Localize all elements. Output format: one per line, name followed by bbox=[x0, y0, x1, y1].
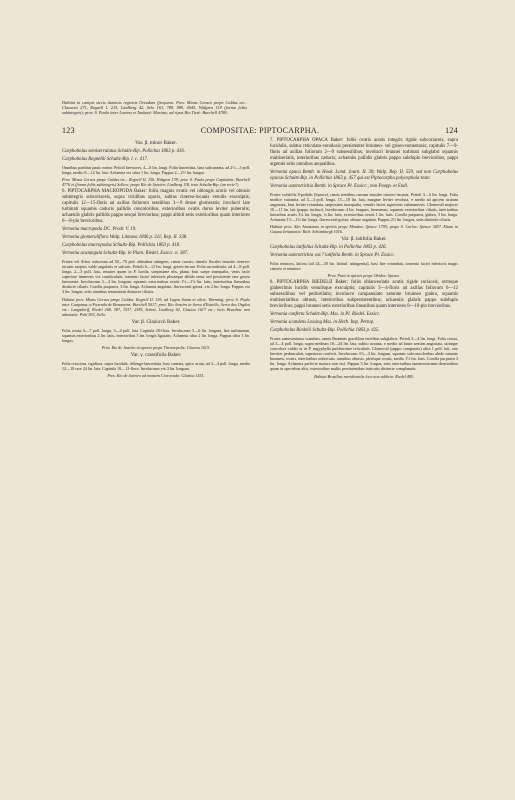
description: Frutex volubilis 8-pedalis (Spruce), ramis teretibus cursum tenuiter cinereo-incanis. Petioli 3—6 lin. longi. Folia modice variantia, ad 3—4 poll. longa, 15—18 lin. lata, margine leviter revoluta, e medio ad apicem acutum angustata, basi leviter rotundata, saepissime inaequalia, venulis faciei superioris subimmersis. Glomeruli majores 10—11 lin. lati (pappo incluso). Involucrum 4 lin. longum, brunneum, squamis exterioribus ciliatis, interioribus linearibus acutis 3¼ lin. longis, ¼ lin. latis, exterioribus ovatis 1 lin. latis. Corolla purpurea, glabra, 3 lin. longa. Achaenia 1½—1¾ lin. longa, flavescenti-grisea, obtuse angulata. Pappus 2½ lin. longus, setis distincte ciliatis. bbox=[270, 191, 458, 222]
description: Frutex ramosissimus scandens, ramis Brunneis gracilibus teretibus subglabris. Petioli 3—4 lin. longi. Folia crassa, ad 3—4 poll. longa, supra medium 10—24 lin. lata, subito acutata, e medio ad basin sensim angustata, utrinque concolora viridis ut in P. angyphylla pulcherrime reticulatis. Glomeruli (pappo computato) ultra 1 poll. lati, rare breviter pedunculati, superiores conferti. Involucrum 3½—3 lin. longum, squamis subconcoloribus abide saturate brunneis, ovatis, interioribus imbricatis, omnibus obtusis, plerisque ovatis, medio 1½ lin. latis. Corolla purpurea 3 lin. longa. Achaenia perfecte matura non visi. Pappus 3 lin. longus, setis interioribus numerosissimis densioribus quam in speciebus aliis, exterioribus multis persistentibus intricatis distincte complanatis. bbox=[270, 336, 458, 372]
synonym: Vernonia asterotrichia Benth. in Spruce Pl. Exsicc., non Poepp. et Endl. bbox=[270, 183, 409, 189]
page-number-right: 124 bbox=[445, 126, 458, 135]
habitat: Prov. Minas Geraes prope Caldas etc.: Regnell II. 150, Widgren 178; prov. S. Paulo prope Capitalem: Burchell 4776 et (forma foliis subintegris) Sellow; prope Rio de Janeiro: Lindberg 118, teste Schultz-Bip. (an recte?). bbox=[62, 177, 250, 188]
synonym: Carphobolus macropodus Schultz-Bip. Pollichia 1863 p. 418. bbox=[62, 243, 181, 249]
habitat: Habitat Brasiliae meridionalis loco non addicto: Riedel 485. bbox=[314, 373, 414, 379]
habitat: Habitat prov. Alto Amazonas in apricis prope Manáos: Spruce 1795; prope S. Carlos: Spruce 3457. Etiam in Guiana britannica: Rich. Schomburgk 1016. bbox=[270, 224, 458, 234]
species-diagnosis: 7. PIPTOCARPHA OPACA Baker: foliis ovatis acutis integris rigide subcoriaceis, supra lucidulis, subtus reticulato-venulosis persistenter brunneo- vel griseo-tomentosis; capitulis 7—9-floris ad axillas foliorum 2—9 subsessilibus; involucri brunnei turbinati subglabri squamis multiseriatis, interioribus caducis; achaeniis pallidis glabris pappo subduplo brevioribus; pappi argentei setis omnibus aequalibus. bbox=[270, 138, 458, 167]
left-column bbox=[62, 138, 250, 380]
species-diagnosis: 6. PIPTOCARPHA MACROPODA Baker: foliis magnis ovatis vel oblongis acutis vel obtusis subintegris subcoriaceis, supra viridibus opacis, subtus cinereo-incanis venulis exsculptis; capitulis 12—15-floris ad axillas foliorum sessilibus 3—9 densе glomeratis; involucri late turbinati squamis caducis pallidis concoloribus, exterioribus ovatis dorso leviter puberulis; achaeniis glabris pallidis pappo sesqui breviorbus; pappi albidi setis exterioribus quam interiores 6—8-plo brevioribus. bbox=[62, 189, 250, 224]
variety-heading: Var. β. minor Baker. bbox=[135, 140, 177, 146]
page-number-left: 123 bbox=[62, 126, 75, 135]
top-habitat-note: Habitat in campis siccis damosis regionis Orzudum (frequens. Prov. Minas Geraes prope Caldas etc.: Claussen 271, Regnell I. 215, Lindberg 42, Selo 163, 789, 989, 4045, Widgren 119 (forma foliis subintegris); prov. S. Paulo inter Lorena et Taubaté: Martius; ad ripas Rio Tieté: Burchell 4780. bbox=[62, 100, 247, 116]
habitat: Prov. Pará in apricis prope Obidos: Spruce. bbox=[327, 273, 401, 279]
synonym: Carphobolus Riedelii Schultz-Bip. Pollichia 1863 p. 425. bbox=[270, 328, 380, 334]
habitat: Prov. Rio de Janeiro in apricis prope Therezopolis: Glaziou 1615. bbox=[101, 344, 211, 350]
synonym: Vernonia acutangula Schultz-Bip. in Plant. Riedel. Exsicc. n. 387. bbox=[62, 251, 189, 257]
synonym: Vernonia opaca Benth. in Hook. Lond. Journ. II. 39; Walp. Rep. II. 559, sed non Carphobolus opacus Schultz-Bip. in Pollichia 1863 p. 457 qui est Piptocarpha polycephala teste. bbox=[270, 169, 458, 181]
species-diagnosis: 8. PIPTOCARPHA RIEDELII Baker: foliis oblanceolatis acutis rigide coriaceis, utrinque glaberrimis lucidis venulisque exsculptis; capitulis 3—4-floris ad axillas foliorum 6—12 subsessilibus vel pedicellatis; involucro campanulato saturate brunneo glabro, squamis multiseriatibus obtusis, interioribus subpersistentibus; achaeniis glabris pappo subduplo brevioribus; pappi brunnei setis exterioribus linearibus quam interiores 8—10-plo brevioribus. bbox=[270, 280, 458, 310]
description: Folia tenuiora, latiora (ad 24—30 lin. latitud. attingentia), basi late rotundata, tomento faciei inferioris magis cinereo et tenuiore. bbox=[270, 261, 458, 272]
variety-heading: Var. γ. crassifolia Baker. bbox=[130, 351, 182, 358]
description: Frutex vel Arbor subcorata ad 50—70 ped. altitudine attingens, ramis crassis, rimulis florales tenuiter cinereo-incanis saepius valde angulatis et sulcatis. Petioli 6—12 lin. longi, griseo-incani. Folia ascendentia, ad 4—8 poll. longa, 2—3 poll. lata, tenuiter quam in P. lucida, saepissime obs, plana, basi saepe inaequalia, venis facie superiore immersis vix canaliculatis, tomento faciei inferioris pleraeque albido tenui sed persistente rare griseo lutescente. Involucrum 3—4 lin. longum, squamis exterioribus ovatis 1½—1½ lin. latis, interioribus linearibus distincte ciliatis. Corolla purpurea, 3 lin. longa. Achaenia angulata, flavescenti-grisea, vix 2 lin. longa. Pappus vix 3 lin. longus, setis omnibus tenuissimis distincte ciliatis. bbox=[62, 259, 250, 295]
synonym: Carphobolus latifolius Schultz-Bip. in Pollichia 1863 p. 426. bbox=[270, 244, 387, 250]
description: Folia ovata, 6—7 poll. longa, 3—4 poll. lata. Capitula 20-flora. Involucrum 5—6 lin. longum, late turbinatum, squamis exterioribus 2 lin. latis, interioribus 5 lin. longis liguiatis. Achaenia ultra 2 lin. longa. Pappus ultra 3 lin. longus. bbox=[62, 327, 250, 343]
synonym: Vernonia glomeruliflora Walp. Linnaea 1840 p. 311, Rep. II. 338. bbox=[62, 235, 188, 241]
description: Omnibus partibus paulo minor. Petioli breviores, 4—6 lin. longi. Folia lanceolata, basi subcuneata, ad 2½—3 poll. longa, medio 8—12 lin. lata. Achaenia vix ultra 1 lin. longa. Pappus 2—2½ lin. longus. bbox=[62, 165, 250, 176]
habitat: Prov. Rio de Janeiro ad montem Corcovado: Glaziou 1551. bbox=[107, 372, 205, 378]
variety-heading: Var. β. Glaziovii Baker. bbox=[131, 318, 181, 325]
description: Folia crassiora, rigidiora, supra lucidula, oblongo-lanceolata, basi cuneata, apice acuta, ad 3—4 poll. longa, medio 12—18 rare 24 lin. lata. Capitula 10—12-flora. Involucrum vix 3 lin. longum. bbox=[62, 360, 250, 371]
running-title: COMPOSITAE: PIPTOCARPHA. bbox=[200, 126, 320, 135]
synonym: Vernonia scandens Lessing Mss. in Herb. Imp. Petrop. bbox=[270, 320, 375, 326]
habitat: Habitat prov. Minas Geraes prope Caldas: Regnell II. 110; ad Lagoa Santa in silvis: Warming; prov. S. Paulo inter Campinas et Fazenda de Bananeira: Burchell 5017; prov. Rio Janeiro in Serra d'Estrella, Serra dos Orgãos etc.: Langsdorff, Riedel 268, 387, 1537, 2385, Schott, Lindberg 62, Glaziou 1617 etc.; locis Brasiliae non adnotatis: Pohl 593, Sello. bbox=[62, 296, 250, 317]
synonym: Carphobolus Regnellii Schultz-Bip. l. c. 417. bbox=[62, 157, 148, 162]
synonym: Vernonia macropoda DC. Prodr. V. 19. bbox=[62, 227, 137, 233]
page-header bbox=[62, 126, 458, 136]
variety-heading: Var. β. latifolia Baker. bbox=[341, 236, 387, 242]
synonym: Vernonia conferta Schultz-Bip. Mss. in Pl. Riedel. Exsicc. bbox=[270, 312, 381, 318]
synonym: Carphobolus semiserrulatus Schultz-Bip. Pollichia 1863 p. 416. bbox=[62, 148, 185, 154]
synonym: Vernonia asterotrichia var.? latifolia Benth. in Spruce Pl. Exsicc. bbox=[270, 253, 395, 258]
right-column bbox=[270, 138, 458, 381]
